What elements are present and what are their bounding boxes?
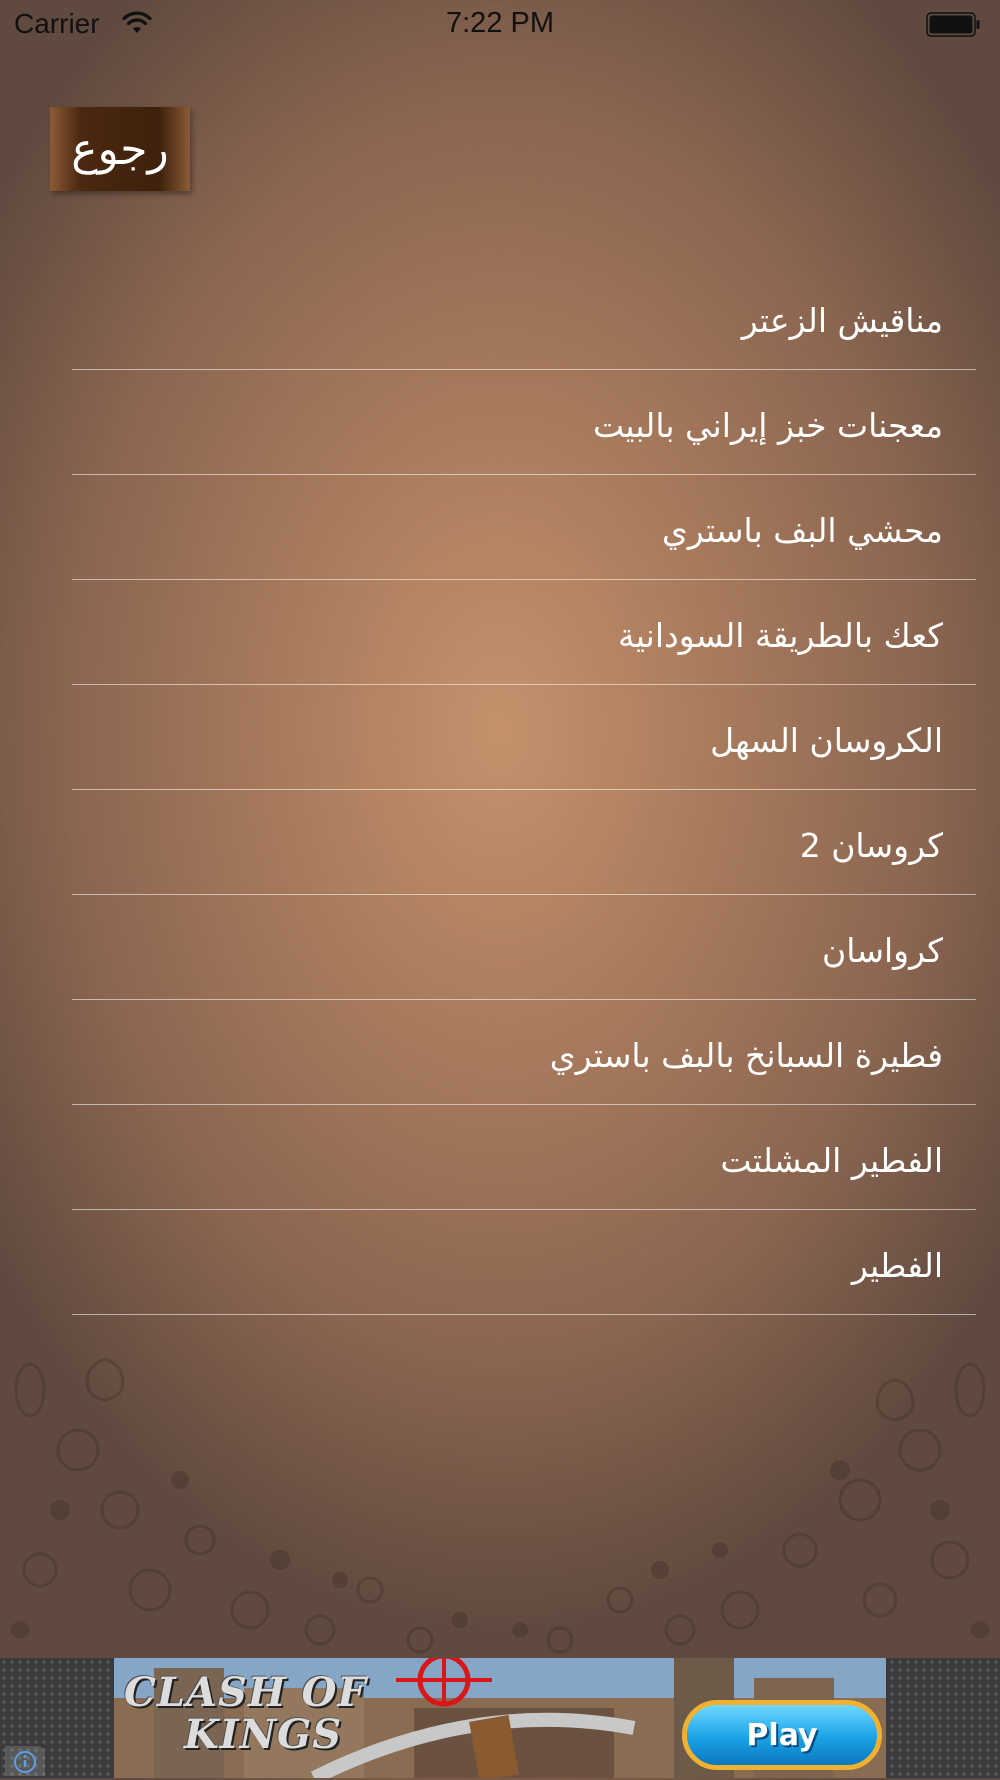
ad-play-button[interactable] — [682, 1700, 882, 1770]
recipe-label: معجنات خبز إيراني بالبيت — [592, 405, 943, 445]
recipe-item[interactable] — [72, 895, 976, 1000]
ad-title — [124, 1669, 367, 1758]
recipe-label: الكروسان السهل — [710, 720, 943, 760]
recipe-item[interactable] — [72, 1210, 976, 1315]
recipe-item[interactable] — [72, 1105, 976, 1210]
battery-icon — [926, 12, 980, 37]
recipe-item[interactable] — [72, 790, 976, 895]
ad-title-line1: CLASH OF — [124, 1669, 367, 1716]
ad-title-line2: KINGS — [184, 1711, 343, 1758]
recipe-item[interactable] — [72, 685, 976, 790]
recipe-label: مناقيش الزعتر — [741, 300, 943, 340]
info-icon[interactable] — [5, 1746, 45, 1776]
back-button[interactable] — [50, 107, 190, 191]
recipe-item[interactable] — [72, 265, 976, 370]
recipe-item[interactable] — [72, 475, 976, 580]
recipe-item[interactable] — [72, 580, 976, 685]
food-pattern-decoration — [0, 1350, 1000, 1658]
recipe-label: فطيرة السبانخ بالبف باستري — [549, 1035, 943, 1075]
recipe-item[interactable] — [72, 1000, 976, 1105]
recipe-label: محشي البف باستري — [661, 510, 943, 550]
recipe-label: الفطير المشلتت — [720, 1140, 943, 1180]
ad-banner[interactable] — [114, 1658, 886, 1778]
recipe-label: كروسان 2 — [799, 825, 943, 865]
recipe-item[interactable] — [72, 370, 976, 475]
clock: 7:22 PM — [446, 7, 554, 39]
status-bar — [0, 0, 1000, 50]
ad-play-label: Play — [746, 1717, 818, 1753]
recipe-label: الفطير — [851, 1245, 943, 1285]
back-button-label: رجوع — [71, 123, 169, 175]
ad-bar — [0, 1658, 1000, 1778]
recipe-list — [72, 265, 976, 1315]
recipe-label: كرواسان — [822, 930, 943, 970]
recipe-label: كعك بالطريقة السودانية — [618, 615, 943, 655]
carrier-label: Carrier — [14, 8, 100, 39]
info-glyph — [5, 1746, 45, 1776]
